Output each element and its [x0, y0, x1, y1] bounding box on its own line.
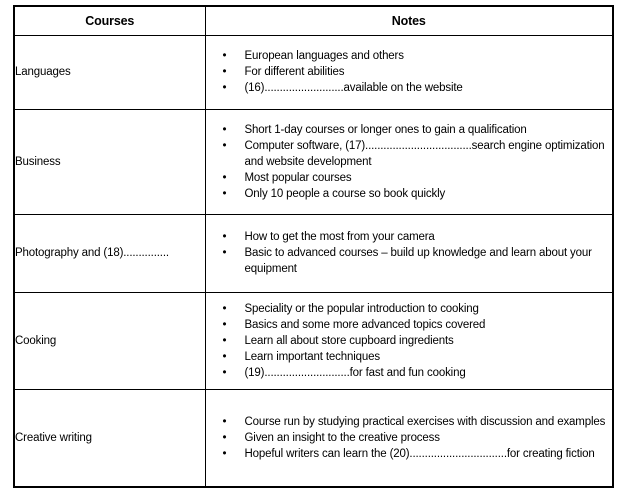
notes-cell [205, 35, 613, 109]
notes-list [206, 48, 613, 96]
header-notes: Notes [205, 6, 613, 35]
note-item: • For different abilities [206, 64, 613, 80]
header-courses: Courses [14, 6, 205, 35]
table-row-cooking [14, 292, 613, 389]
note-item-gap-17: • Computer software, (17)...................................search engine optimization and website development [206, 138, 613, 170]
note-item: • Learn important techniques [206, 349, 613, 365]
note-item-gap-16: • (16)..........................available on the website [206, 80, 613, 96]
note-item: • Given an insight to the creative process [206, 430, 613, 446]
course-name: Cooking [14, 292, 205, 389]
note-item: • How to get the most from your camera [206, 229, 613, 245]
notes-list [206, 122, 613, 202]
course-name: Creative writing [14, 389, 205, 487]
notes-cell [205, 109, 613, 214]
note-item: • Learn all about store cupboard ingredients [206, 333, 613, 349]
note-item: • Most popular courses [206, 170, 613, 186]
notes-list [206, 414, 613, 462]
note-item: • Basic to advanced courses – build up knowledge and learn about your equipment [206, 245, 613, 277]
table-header-row [14, 6, 613, 35]
notes-list [206, 229, 613, 277]
note-item-gap-19: • (19)............................for fast and fun cooking [206, 365, 613, 381]
course-name: Languages [14, 35, 205, 109]
notes-list [206, 301, 613, 381]
note-item: • Course run by studying practical exercises with discussion and examples [206, 414, 613, 430]
note-item: • Basics and some more advanced topics covered [206, 317, 613, 333]
notes-cell [205, 214, 613, 292]
note-item-gap-20: • Hopeful writers can learn the (20)................................for creating fiction [206, 446, 613, 462]
table-row-languages [14, 35, 613, 109]
note-item: • Short 1-day courses or longer ones to gain a qualification [206, 122, 613, 138]
note-item: • Speciality or the popular introduction to cooking [206, 301, 613, 317]
table-row-creative-writing [14, 389, 613, 487]
course-name: Business [14, 109, 205, 214]
note-item: • Only 10 people a course so book quickly [206, 186, 613, 202]
courses-notes-table [13, 5, 614, 488]
course-name-gap-18: Photography and (18)............... [14, 214, 205, 292]
table-row-photography [14, 214, 613, 292]
note-item: • European languages and others [206, 48, 613, 64]
notes-cell [205, 292, 613, 389]
table-row-business [14, 109, 613, 214]
notes-cell [205, 389, 613, 487]
